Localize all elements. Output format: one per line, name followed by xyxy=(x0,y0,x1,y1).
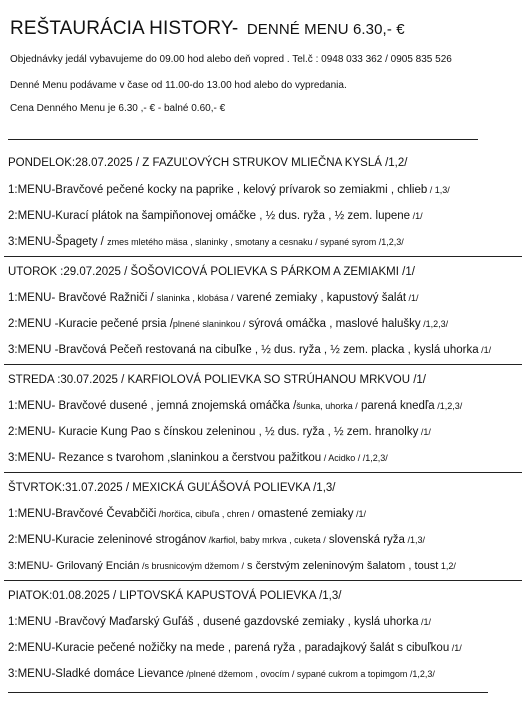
menu-item: 1:MENU-Bravčové pečené kocky na paprike , kelový prívarok so zemiakmi , chlieb / 1,3/ xyxy=(8,184,450,196)
restaurant-name: REŠTAURÁCIA HISTORY- xyxy=(10,18,239,39)
menu-item: 3:MENU-Špagety / zmes mletého mäsa , slaninky , smotany a cesnaku / sypané syrom /1,2,3/ xyxy=(8,236,404,248)
day-heading-wednesday: STREDA :30.07.2025 / KARFIOLOVÁ POLIEVKA SO STRÚHANOU MRKVOU /1/ xyxy=(8,374,426,386)
day-heading-thursday: ŠTVRTOK:31.07.2025 / MEXICKÁ GUĽÁŠOVÁ POLIEVKA /1,3/ xyxy=(8,482,336,494)
divider xyxy=(4,364,522,365)
menu-item: 2:MENU-Kuracie zeleninové strogánov /karfiol, baby mrkva , cuketa / slovenská ryža /1,3/ xyxy=(8,534,425,546)
menu-item: 3:MENU-Sladké domáce Lievance /plnené džemom , ovocím / sypané cukrom a topimgom /1,2,3/ xyxy=(8,668,435,680)
menu-item: 2:MENU -Kuracie pečené prsia /plnené slaninkou / sýrová omáčka , maslové halušky /1,2,3/ xyxy=(8,318,449,330)
menu-item: 3:MENU- Grilovaný Encián /s brusnicovým džemom / s čerstvým zeleninovým šalatom , toust 1,2/ xyxy=(8,560,456,572)
page-title xyxy=(10,18,405,40)
menu-item: 3:MENU -Bravčová Pečeň restovaná na cibuľke , ½ dus. ryža , ½ zem. placka , kyslá uhorka /1/ xyxy=(8,344,492,356)
divider xyxy=(4,580,522,581)
day-heading-tuesday: UTOROK :29.07.2025 / ŠOŠOVICOVÁ POLIEVKA S PÁRKOM A ZEMIAKMI /1/ xyxy=(8,266,415,278)
menu-item: 1:MENU- Bravčové Ražniči / slaninka , klobása / varené zemiaky , kapustový šalát /1/ xyxy=(8,292,419,304)
divider xyxy=(4,472,522,473)
daily-menu-price: DENNÉ MENU 6.30,- € xyxy=(246,21,405,38)
menu-item: 3:MENU- Rezance s tvarohom ,slaninkou a čerstvou pažitkou / Acidko / /1,2,3/ xyxy=(8,452,388,464)
day-heading-friday: PIATOK:01.08.2025 / LIPTOVSKÁ KAPUSTOVÁ POLIEVKA /1,3/ xyxy=(8,590,342,602)
divider xyxy=(8,139,478,140)
menu-item: 2:MENU-Kurací plátok na šampiňonovej omáčke , ½ dus. ryža , ½ zem. lupene /1/ xyxy=(8,210,423,222)
orders-info: Objednávky jedál vybavujeme do 09.00 hod alebo deň vopred . Tel.č : 0948 033 362 / 0905 835 526 xyxy=(10,54,452,65)
serving-info: Denné Menu podávame v čase od 11.00-do 13.00 hod alebo do vypredania. xyxy=(10,80,347,91)
price-info: Cena Denného Menu je 6.30 ,- € - balné 0.60,- € xyxy=(10,103,226,114)
day-heading-monday: PONDELOK:28.07.2025 / Z FAZUĽOVÝCH STRUKOV MLIEČNA KYSLÁ /1,2/ xyxy=(8,157,408,169)
menu-item: 1:MENU- Bravčové dusené , jemná znojemská omáčka /šunka, uhorka / parená knedľa /1,2,3/ xyxy=(8,400,463,412)
divider xyxy=(4,256,522,257)
divider xyxy=(8,692,488,693)
menu-item: 1:MENU-Bravčové Čevabčiči /horčica, cibuľa , chren / omastené zemiaky /1/ xyxy=(8,508,367,520)
menu-item: 2:MENU- Kuracie Kung Pao s čínskou zeleninou , ½ dus. ryža , ½ zem. hranolky /1/ xyxy=(8,426,431,438)
menu-item: 1:MENU -Bravčový Maďarský Guľáš , dusené gazdovské zemiaky , kyslá uhorka /1/ xyxy=(8,616,432,628)
menu-item: 2:MENU-Kuracie pečené nožičky na mede , parená ryža , paradajkový šalát s cibuľkou /1/ xyxy=(8,642,462,654)
